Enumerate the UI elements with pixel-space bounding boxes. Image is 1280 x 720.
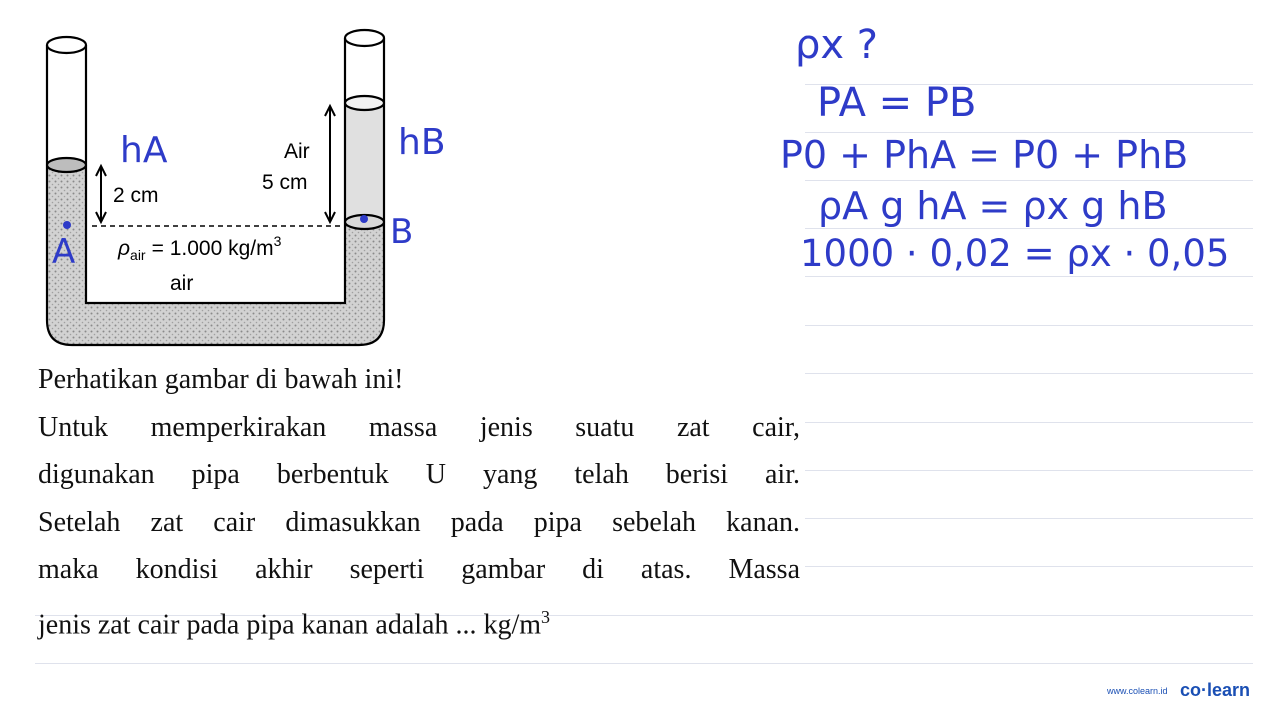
problem-text (38, 356, 800, 641)
annotation-ha: hA (120, 130, 168, 171)
oil-column (345, 103, 384, 222)
rule-line (805, 180, 1253, 181)
annotation-b: B (390, 212, 414, 252)
problem-line-1: Perhatikan gambar di bawah ini! (38, 364, 404, 395)
brand-footer (1107, 680, 1250, 701)
u-tube-diagram (0, 0, 420, 360)
rule-line (805, 373, 1253, 374)
problem-line-3: digunakan pipa berbentuk U yang telah berisi air. (38, 459, 800, 490)
rho-exp: 3 (273, 233, 282, 249)
problem-line-6-sup: 3 (541, 606, 551, 627)
label-air-bottom: air (170, 272, 194, 295)
rule-line (805, 422, 1253, 423)
arrow-2cm (96, 166, 106, 222)
rule-line (805, 566, 1253, 567)
rule-line (805, 518, 1253, 519)
rule-line (805, 228, 1253, 229)
rho-sub: air (130, 247, 146, 263)
rho-symbol: ρ (118, 237, 131, 260)
label-2cm: 2 cm (113, 184, 159, 207)
solution-line-5: 1000 · 0,02 = ρx · 0,05 (800, 232, 1230, 275)
label-air-top: Air (284, 140, 310, 163)
problem-line-5: maka kondisi akhir seperti gambar di atas. Massa (38, 554, 800, 585)
problem-line-4: Setelah zat cair dimasukkan pada pipa sebelah kanan. (38, 506, 800, 538)
brand-url[interactable]: www.colearn.id (1106, 685, 1168, 696)
annotation-hb: hB (398, 122, 446, 163)
rule-line (35, 663, 1253, 664)
solution-line-4: ρA g hA = ρx g hB (818, 184, 1168, 228)
arrow-5cm (325, 106, 335, 222)
rule-line (805, 276, 1253, 277)
problem-line-6 (38, 594, 800, 642)
rule-line (805, 325, 1253, 326)
rule-line (805, 470, 1253, 471)
solution-line-1: ρx ? (795, 22, 879, 68)
label-density (117, 233, 282, 263)
problem-line-2: Untuk memperkirakan massa jenis suatu zat cair, (38, 411, 800, 443)
tube-walls (47, 30, 384, 345)
rho-value: = 1.000 kg/m (151, 237, 274, 260)
label-5cm: 5 cm (262, 171, 308, 194)
brand-logo: co·learn (1179, 680, 1250, 700)
annotation-a: A (52, 232, 76, 272)
solution-line-3: P0 + PhA = P0 + PhB (780, 133, 1189, 177)
solution-line-2: PA = PB (817, 80, 977, 126)
point-a-dot (63, 221, 71, 229)
problem-line-6-text: jenis zat cair pada pipa kanan adalah ... kg/m (38, 608, 542, 640)
point-b-dot (360, 215, 368, 223)
